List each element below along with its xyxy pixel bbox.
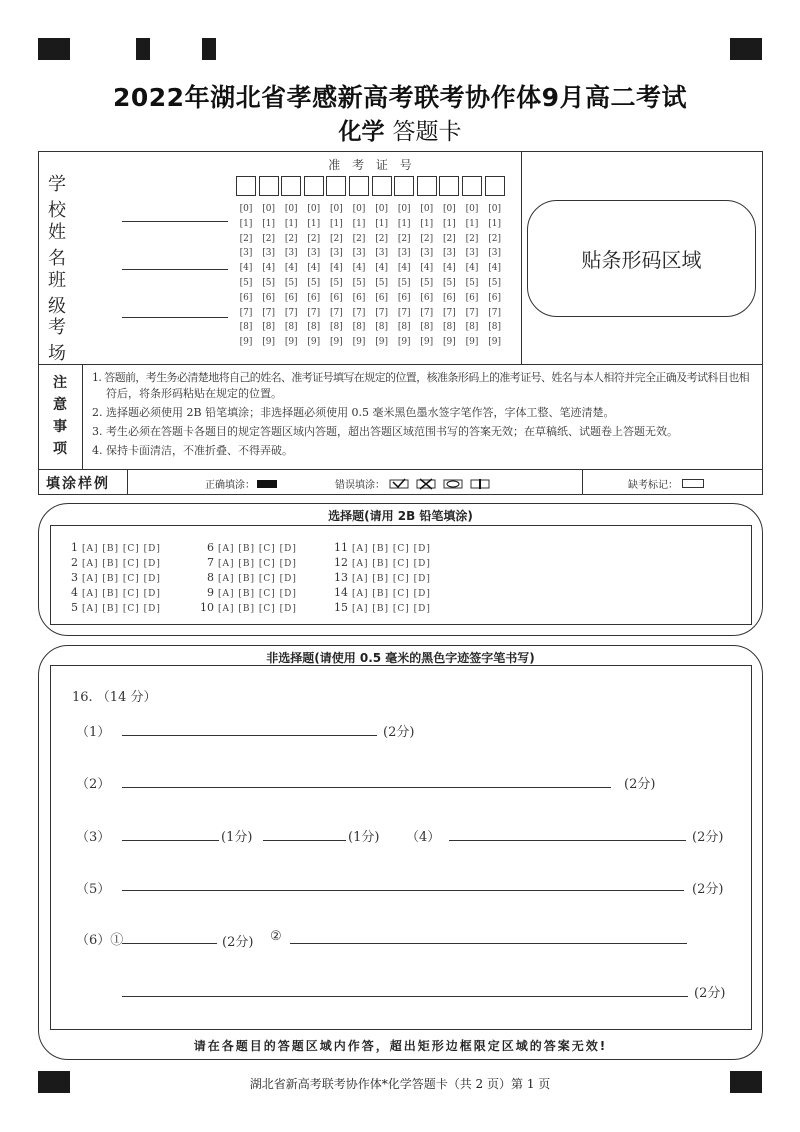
question-number: 14 [334, 586, 348, 599]
notes-label: 注意事项 [53, 375, 67, 457]
exam-title: 2022年湖北省孝感新高考联考协作体9月高二考试 [113, 83, 687, 112]
subject-title [0, 113, 800, 146]
answer-line-1[interactable] [122, 735, 377, 736]
part-5-label: （5） [76, 882, 111, 897]
id-digit-bubble[interactable]: [2] [375, 233, 388, 244]
choice-question [330, 596, 431, 615]
part-2-label: （2） [76, 777, 111, 792]
answer-options[interactable]: [A] [B] [C] [D] [352, 604, 431, 614]
room-input[interactable] [122, 344, 228, 365]
id-digit-bubble[interactable]: [7] [397, 307, 411, 318]
id-digit-bubble[interactable]: [9] [330, 337, 343, 348]
choice-question [60, 596, 161, 615]
id-digit-bubble[interactable]: [5] [397, 278, 411, 288]
nonchoice-answer-box [50, 665, 752, 1030]
part-6-label: （6）① [76, 933, 124, 948]
answer-options[interactable]: [A] [B] [C] [D] [352, 574, 431, 584]
id-digit-bubble[interactable]: [3] [375, 248, 388, 259]
question-number: 9 [207, 586, 214, 599]
field-label-room: 考 场 [48, 317, 78, 364]
choice-grid [60, 536, 560, 616]
id-digit-cell[interactable] [326, 176, 346, 196]
id-digit-bubble[interactable]: [3] [465, 248, 479, 259]
id-digit-bubble[interactable]: [3] [352, 248, 366, 259]
answer-line-3a[interactable] [122, 840, 219, 841]
id-digit-bubble[interactable]: [1] [330, 218, 343, 229]
id-digit-bubble[interactable]: [7] [465, 307, 479, 318]
answer-line-5[interactable] [122, 890, 684, 891]
id-digit-bubble[interactable]: [9] [488, 337, 501, 348]
id-digit-bubble[interactable]: [6] [375, 292, 388, 303]
id-digit-bubble[interactable]: [2] [397, 233, 411, 244]
answer-line-2[interactable] [122, 787, 611, 788]
absent-checkbox[interactable] [682, 479, 704, 488]
id-digit-bubble[interactable]: [0] [284, 204, 298, 214]
id-digit-bubble[interactable]: [0] [488, 204, 501, 214]
id-digit-cell[interactable] [259, 176, 279, 196]
id-digit-bubble[interactable]: [7] [330, 307, 343, 318]
id-digit-bubble[interactable]: [4] [284, 263, 298, 274]
id-digit-bubble[interactable]: [4] [488, 263, 501, 274]
id-digit-bubble[interactable]: [8] [397, 322, 411, 333]
id-digit-bubble[interactable]: [1] [262, 218, 275, 229]
id-digit-bubble[interactable]: [9] [284, 337, 298, 348]
id-digit-cell[interactable] [417, 176, 437, 196]
id-digit-bubble[interactable]: [2] [239, 233, 253, 244]
id-digit-bubble[interactable]: [5] [375, 278, 388, 288]
id-digit-bubble[interactable]: [4] [352, 263, 366, 274]
answer-options[interactable]: [A] [B] [C] [D] [352, 559, 431, 569]
notes-list [92, 370, 760, 459]
subject-name: 化学 [338, 119, 385, 145]
part-3-label: （3） [76, 830, 111, 845]
id-digit-bubble[interactable]: [6] [330, 292, 343, 303]
score-5: (2分) [692, 882, 724, 897]
id-digit-cell[interactable] [236, 176, 256, 196]
id-digit-cell[interactable] [462, 176, 482, 196]
registration-mark [136, 38, 150, 60]
id-digit-bubble[interactable]: [2] [330, 233, 343, 244]
id-digit-bubble[interactable]: [7] [307, 307, 321, 318]
id-digit-bubble[interactable]: [9] [262, 337, 275, 348]
id-digit-bubble[interactable]: [5] [330, 278, 343, 288]
id-digit-bubble[interactable]: [3] [239, 248, 253, 259]
id-digit-bubble[interactable]: [8] [488, 322, 501, 333]
id-digit-bubble[interactable]: [3] [262, 248, 275, 259]
note-item: 符后，将条形码粘贴在规定的位置。 [106, 387, 282, 400]
score-2: (2分) [624, 777, 656, 792]
id-digit-bubble[interactable]: [3] [284, 248, 298, 259]
correct-fill-label: 正确填涂： [205, 480, 255, 491]
wrong-fill [335, 476, 499, 491]
absent-mark-label: 缺考标记： [628, 480, 678, 491]
id-digit-bubble[interactable]: [0] [239, 204, 253, 214]
answer-options[interactable]: [A] [B] [C] [D] [82, 544, 161, 554]
score-6b: (2分) [694, 986, 726, 1001]
id-digit-bubble[interactable]: [9] [443, 337, 456, 348]
id-digit-bubble[interactable]: [3] [307, 248, 321, 259]
id-digit-bubble[interactable]: [5] [465, 278, 479, 288]
answer-options[interactable]: [A] [B] [C] [D] [352, 589, 431, 599]
id-digit-bubble[interactable]: [4] [465, 263, 479, 274]
id-digit-bubble[interactable]: [1] [239, 218, 253, 229]
id-digit-bubble[interactable]: [0] [443, 204, 456, 214]
registration-mark [38, 38, 70, 60]
id-digit-bubble[interactable]: [8] [284, 322, 298, 333]
question-number: 6 [207, 541, 214, 554]
id-digit-bubble[interactable]: [5] [284, 278, 298, 288]
note-item: 1. 答题前，考生务必清楚地将自己的姓名、准考证号填写在规定的位置，核准条形码上的准考证号、姓名与本人相符并完全正确及考试科目也相 [92, 371, 749, 384]
id-digit-bubble[interactable]: [5] [420, 278, 434, 288]
id-digit-bubble[interactable]: [7] [443, 307, 456, 318]
part-1-label: （1） [76, 725, 111, 740]
answer-options[interactable]: [A] [B] [C] [D] [218, 574, 297, 584]
id-digit-bubble[interactable]: [9] [465, 337, 479, 348]
id-digit-bubble[interactable]: [7] [375, 307, 388, 318]
question-16: 16. （14 分） [72, 690, 157, 705]
answer-line-6b[interactable] [290, 943, 687, 944]
id-digit-bubble[interactable]: [2] [307, 233, 321, 244]
answer-options[interactable]: [A] [B] [C] [D] [82, 574, 161, 584]
id-digit-bubble[interactable]: [5] [443, 278, 456, 288]
id-digit-bubble[interactable]: [8] [262, 322, 275, 333]
id-digit-bubble[interactable]: [0] [262, 204, 275, 214]
id-digit-bubble[interactable]: [6] [284, 292, 298, 303]
id-digit-bubble[interactable]: [1] [397, 218, 411, 229]
nonchoice-title: 非选择题(请使用 0.5 毫米的黑色字迹签字笔书写) [266, 651, 535, 665]
score-6a: (2分) [222, 935, 254, 950]
absent-mark [628, 476, 704, 491]
id-digit-bubble[interactable]: [2] [262, 233, 275, 244]
fill-sample-label: 填涂样例 [46, 476, 110, 492]
answer-line-6c[interactable] [122, 996, 688, 997]
id-digit-bubble[interactable]: [9] [239, 337, 253, 348]
id-digit-bubble[interactable]: [5] [239, 278, 253, 288]
id-digit-bubble[interactable]: [7] [352, 307, 366, 318]
id-digit-bubble[interactable]: [6] [307, 292, 321, 303]
card-name: 答题卡 [392, 119, 462, 145]
answer-options[interactable]: [A] [B] [C] [D] [82, 559, 161, 569]
id-digit-bubble[interactable]: [7] [239, 307, 253, 318]
id-digit-bubble[interactable]: [1] [284, 218, 298, 229]
note-item: 2. 选择题必须使用 2B 铅笔填涂；非选择题必须使用 0.5 毫米黑色墨水签字笔作答，字体工整、笔迹清楚。 [92, 406, 615, 419]
id-digit-bubble[interactable]: [8] [443, 322, 456, 333]
question-number: 7 [207, 556, 214, 569]
id-digit-bubble[interactable]: [2] [284, 233, 298, 244]
id-digit-bubble[interactable]: [1] [465, 218, 479, 229]
id-digit-bubble[interactable]: [6] [488, 292, 501, 303]
id-digit-bubble[interactable]: [9] [307, 337, 321, 348]
field-label-name: 姓 名 [48, 222, 78, 269]
id-digit-bubble[interactable]: [2] [465, 233, 479, 244]
id-digit-bubble[interactable]: [1] [307, 218, 321, 229]
question-number: 2 [71, 556, 78, 569]
answer-options[interactable]: [A] [B] [C] [D] [352, 544, 431, 554]
filled-mark-sample [257, 480, 277, 488]
id-digit-bubble[interactable]: [3] [420, 248, 434, 259]
id-digit-bubble[interactable]: [1] [352, 218, 366, 229]
id-digit-bubble[interactable]: [5] [262, 278, 275, 288]
id-digit-bubble[interactable]: [8] [307, 322, 321, 333]
id-digit-bubble[interactable]: [6] [420, 292, 434, 303]
choice-title: 选择题(请用 2B 铅笔填涂) [328, 509, 473, 523]
score-1: (2分) [383, 725, 415, 740]
id-digit-bubble[interactable]: [3] [397, 248, 411, 259]
answer-options[interactable]: [A] [B] [C] [D] [82, 589, 161, 599]
question-number: 12 [334, 556, 348, 569]
wrong-fill-samples-icon [389, 478, 499, 490]
id-digit-bubble[interactable]: [4] [330, 263, 343, 274]
id-digit-bubble[interactable]: [4] [420, 263, 434, 274]
id-digit-bubble[interactable]: [6] [239, 292, 253, 303]
id-digit-bubble[interactable]: [0] [330, 204, 343, 214]
score-3a: (1分) [221, 830, 253, 845]
answer-options[interactable]: [A] [B] [C] [D] [218, 544, 297, 554]
id-digit-bubble[interactable]: [7] [284, 307, 298, 318]
question-number: 4 [71, 586, 78, 599]
page-footer: 湖北省新高考联考协作体*化学答题卡（共 2 页）第 1 页 [249, 1077, 551, 1091]
id-digit-bubble[interactable]: [0] [397, 204, 411, 214]
id-digit-cell[interactable] [485, 176, 505, 196]
id-digit-bubble[interactable]: [0] [352, 204, 366, 214]
answer-line-4[interactable] [449, 840, 686, 841]
id-digit-bubble[interactable]: [8] [330, 322, 343, 333]
score-3b: (1分) [348, 830, 380, 845]
id-digit-bubble[interactable]: [7] [420, 307, 434, 318]
id-digit-bubble[interactable]: [7] [488, 307, 501, 318]
question-number: 8 [207, 571, 214, 584]
question-number: 11 [334, 541, 348, 554]
registration-mark [730, 38, 762, 60]
barcode-label: 贴条形码区域 [581, 248, 702, 272]
question-number: 3 [71, 571, 78, 584]
wrong-fill-label: 错误填涂： [335, 480, 385, 491]
answer-line-6a[interactable] [122, 943, 217, 944]
id-digit-bubble[interactable]: [2] [488, 233, 501, 244]
id-digit-bubble[interactable]: [1] [488, 218, 501, 229]
id-digit-bubble[interactable]: [0] [420, 204, 434, 214]
id-digit-bubble[interactable]: [5] [307, 278, 321, 288]
question-number: 5 [71, 601, 78, 614]
id-digit-bubble[interactable]: [4] [307, 263, 321, 274]
id-digit-cell[interactable] [281, 176, 301, 196]
id-digit-bubble[interactable]: [3] [488, 248, 501, 259]
registration-mark [202, 38, 216, 60]
id-digit-bubble[interactable]: [1] [420, 218, 434, 229]
id-digit-cell[interactable] [349, 176, 369, 196]
question-number: 13 [334, 571, 348, 584]
id-digit-bubble[interactable]: [9] [375, 337, 388, 348]
id-digit-bubble[interactable]: [6] [443, 292, 456, 303]
note-item: 3. 考生必须在答题卡各题目的规定答题区域内答题，超出答题区域范围书写的答案无效；在草稿纸、试题卷上答题无效。 [92, 425, 678, 438]
answer-area-warning: 请在各题目的答题区域内作答，超出矩形边框限定区域的答案无效! [193, 1039, 608, 1053]
id-digit-bubble[interactable]: [8] [352, 322, 366, 333]
id-number-grid [236, 176, 512, 356]
id-digit-bubble[interactable]: [9] [397, 337, 411, 348]
id-digit-bubble[interactable]: [0] [375, 204, 388, 214]
answer-options[interactable]: [A] [B] [C] [D] [218, 604, 297, 614]
question-number: 10 [200, 601, 214, 614]
id-digit-bubble[interactable]: [6] [262, 292, 275, 303]
part-6-circle-2: ② [270, 929, 282, 944]
note-item: 4. 保持卡面清洁，不准折叠、不得弄破。 [92, 444, 293, 457]
id-digit-bubble[interactable]: [4] [443, 263, 456, 274]
id-digit-bubble[interactable]: [1] [443, 218, 456, 229]
id-digit-bubble[interactable]: [9] [352, 337, 366, 348]
id-digit-cell[interactable] [304, 176, 324, 196]
id-digit-bubble[interactable]: [9] [420, 337, 434, 348]
id-digit-bubble[interactable]: [6] [465, 292, 479, 303]
answer-options[interactable]: [A] [B] [C] [D] [218, 559, 297, 569]
id-digit-bubble[interactable]: [8] [375, 322, 388, 333]
correct-fill [205, 476, 277, 491]
id-digit-bubble[interactable]: [7] [262, 307, 275, 318]
id-digit-bubble[interactable]: [2] [420, 233, 434, 244]
id-digit-bubble[interactable]: [3] [330, 248, 343, 259]
id-digit-bubble[interactable]: [4] [239, 263, 253, 274]
id-digit-bubble[interactable]: [6] [397, 292, 411, 303]
choice-question [196, 596, 297, 615]
id-digit-bubble[interactable]: [0] [307, 204, 321, 214]
id-digit-bubble[interactable]: [0] [465, 204, 479, 214]
answer-options[interactable]: [A] [B] [C] [D] [82, 604, 161, 614]
field-label-class: 班 级 [48, 270, 78, 317]
id-digit-bubble[interactable]: [8] [465, 322, 479, 333]
question-number: 1 [71, 541, 78, 554]
part-4-label: （4） [406, 830, 441, 845]
id-digit-bubble[interactable]: [4] [375, 263, 388, 274]
answer-options[interactable]: [A] [B] [C] [D] [218, 589, 297, 599]
id-digit-cell[interactable] [394, 176, 414, 196]
field-label-school: 学 校 [48, 174, 78, 221]
score-4: (2分) [692, 830, 724, 845]
id-digit-bubble[interactable]: [4] [397, 263, 411, 274]
question-number: 15 [334, 601, 348, 614]
id-digit-bubble[interactable]: [5] [488, 278, 501, 288]
id-title: 准 考 证 号 [328, 158, 416, 172]
id-digit-bubble[interactable]: [5] [352, 278, 366, 288]
id-digit-bubble[interactable]: [8] [420, 322, 434, 333]
id-digit-bubble[interactable]: [2] [352, 233, 366, 244]
id-digit-bubble[interactable]: [3] [443, 248, 456, 259]
id-digit-bubble[interactable]: [4] [262, 263, 275, 274]
answer-line-3b[interactable] [263, 840, 346, 841]
id-digit-bubble[interactable]: [2] [443, 233, 456, 244]
id-digit-bubble[interactable]: [6] [352, 292, 366, 303]
id-digit-cell[interactable] [439, 176, 459, 196]
id-digit-bubble[interactable]: [8] [239, 322, 253, 333]
barcode-area [527, 200, 756, 317]
id-digit-cell[interactable] [372, 176, 392, 196]
id-digit-bubble[interactable]: [1] [375, 218, 388, 229]
